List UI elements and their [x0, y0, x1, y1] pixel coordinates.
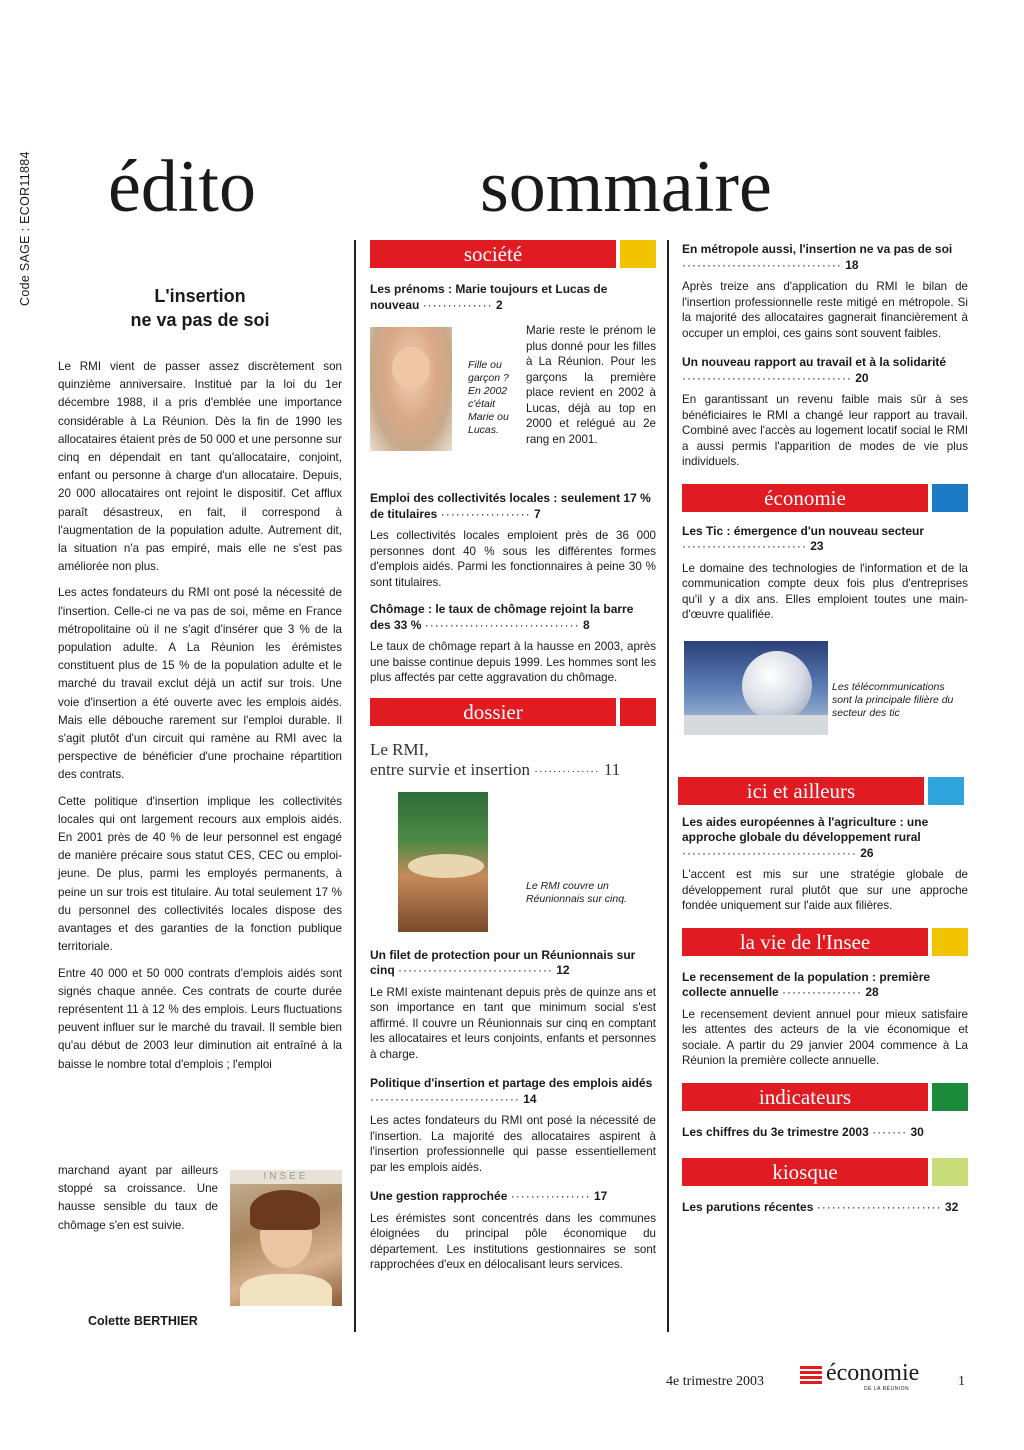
edito-column — [58, 284, 342, 1082]
article-recensement — [682, 970, 968, 1069]
banner-ici-label: ici et ailleurs — [678, 777, 924, 805]
article-metropole-text: Après treize ans d'application du RMI le bilan de l'insertion professionnelle reste mitigé en métropole. Si la majorité des allocataires gagnerait financièrement à occuper un emploi, ces gains sont souvent faibles. — [682, 280, 968, 340]
code-label: Code SAGE : ECOR11884 — [18, 151, 32, 306]
article-rapport-travail — [682, 355, 968, 470]
article-metropole — [682, 242, 968, 341]
banner-economie-label: économie — [682, 484, 928, 512]
edito-paragraph-2: Les actes fondateurs du RMI ont posé la nécessité de l'insertion. Celle-ci ne va pas de soi, même en France métropolitaine où il ne s'agit d'insérer que 3 % de la population adulte. A La Réunion les érémistes constituent plus de 15 % de la population adulte et le marché du travail exclut déjà un actif sur trois. Une voie d'insertion a été ouverte avec les emplois aidés. Mais elle débouche rarement sur l'emploi durable. Il s'agit plutôt d'un circuit qui ramène au RMI avec la perspective de bénéficier d'une prochaine répartition des contrats. — [58, 586, 342, 782]
footer-brand-logo — [800, 1362, 942, 1392]
article-recensement-text: Le recensement devient annuel pour mieux satisfaire les attentes des acteurs de la vie économique et sociale. A partir du 29 janvier 2004 commence à La Réunion la première collecte annuelle. — [682, 1007, 968, 1067]
article-parutions-title: Les parutions récentes ························· 32 — [682, 1200, 959, 1214]
author-photo — [230, 1170, 342, 1306]
edito-title-line2: ne va pas de soi — [130, 310, 270, 330]
article-chiffres-title: Les chiffres du 3e trimestre 2003 ······· 30 — [682, 1124, 924, 1139]
banner-vie-insee — [682, 928, 968, 956]
dossier-image-block — [370, 792, 656, 942]
banner-societe — [370, 240, 656, 268]
hat-shape — [408, 854, 484, 878]
edito-paragraph-1: Le RMI vient de passer assez discrètement son quinzième anniversaire. Institué par la loi du 1er décembre 1988, il a pris d'emblée une importance considérable à La Réunion. Dès la fin de 1990 les allocataires étaient près de 50 000 et une personne sur cinq en dépendait en tant qu'allocataire, conjoint, enfant ou personne à charge d'un allocataire. Depuis, 20 000 allocataires ont rejoint le dispositif. Cet afflux paraît désastreux, en fait, il correspond à l'augmentation de la population adulte. Autrement dit, la situation n'a pas empiré, mais elle ne s'est pas améliorée non plus. — [58, 360, 342, 574]
article-parutions — [682, 1200, 968, 1216]
article-chomage-text: Le taux de chômage repart à la hausse en 2003, après une baisse continue depuis 1999. Les hommes sont les plus affectés par cette aggravation du chômage. — [370, 640, 656, 684]
page-number: 1 — [958, 1374, 965, 1389]
banner-societe-label: société — [370, 240, 616, 268]
article-filet-text: Le RMI existe maintenant depuis près de quinze ans et son importance en tant que minimum social s'est affirmé. Il couvre un Réunionnais sur cinq en comptant les allocataires et leurs conjoints, enfants et personnes à charge. — [370, 985, 656, 1061]
edito-paragraph-3: Cette politique d'insertion implique les collectivités locales qui ont largement recours aux emplois aidés. En 2001 près de 40 % de leur personnel est engagé de manière précaire sous statut CES, CEC ou emploi-jeune. De plus, parmi les employés permanents, à peine un sur trois est titulaire. Au total seulement 17 % du personnel des collectivités locales dispose des avantages et des garanties de la fonction publique territoriale. — [58, 794, 342, 954]
article-gestion — [370, 1189, 656, 1273]
tic-image-block — [682, 641, 968, 751]
banner-economie — [682, 484, 968, 512]
article-tic — [682, 524, 968, 623]
article-rapport-text: En garantissant un revenu faible mais sûr à ses bénéficiaires le RMI a changé leur rapport au travail. Combiné avec l'accès au logement locatif social le RMI a aussi permis l'apparition de modes de vie plus individuels. — [682, 393, 968, 468]
banner-kiosque-label: kiosque — [682, 1158, 928, 1186]
banner-economie-swatch — [932, 484, 968, 512]
banner-societe-swatch — [620, 240, 656, 268]
banner-kiosque-swatch — [932, 1158, 968, 1186]
article-prenoms-text: Marie reste le prénom le plus donné pour les filles à La Réunion. Pour les garçons la première place revient en 2002 à Lucas, déjà au top en 2000 et relégué au 2e rang en 2001. — [526, 324, 656, 446]
edito-paragraph-4: Entre 40 000 et 50 000 contrats d'emplois aidés sont signés chaque année. Ces contrats de courte durée représentent 11 à 12 % des emplois. Leurs fluctuations peuvent influer sur le marché du travail. Il semble bien qu'au début de 2003 leur diminution ait entraîné à la baisse le nombre total d'emplois ; l'emploi — [58, 966, 342, 1071]
signature: Colette BERTHIER — [88, 1314, 198, 1328]
banner-indicateurs-label: indicateurs — [682, 1083, 928, 1111]
banner-vie-label: la vie de l'Insee — [682, 928, 928, 956]
footer-brand: économie — [826, 1360, 920, 1386]
article-politique — [370, 1076, 656, 1175]
article-prenoms — [370, 282, 656, 313]
banner-indicateurs-swatch — [932, 1083, 968, 1111]
article-recensement-title: Le recensement de la population : première collecte annuelle ················ 28 — [682, 969, 931, 999]
telecom-caption: Les télécommunications sont la principale filière du secteur des tic — [832, 680, 954, 719]
article-prenoms-title: Les prénoms : Marie toujours et Lucas de nouveau ·············· 2 — [370, 282, 608, 312]
edito-title-line1: L'insertion — [154, 286, 246, 306]
article-aides-text: L'accent est mis sur une stratégie globale de développement rural plutôt que sur une approche fondée uniquement sur l'aide aux filières. — [682, 868, 968, 912]
author-shirt — [240, 1274, 332, 1306]
building-shape — [684, 715, 828, 735]
article-filet-title: Un filet de protection pour un Réunionnais sur cinq ······························· 12 — [370, 947, 636, 977]
article-gestion-title: Une gestion rapprochée ················ 17 — [370, 1189, 608, 1203]
article-politique-text: Les actes fondateurs du RMI ont posé la nécessité de l'insertion. La majorité des allocataires aspirent à l'insertion professionnelle qui passe essentiellement par les emplois aidés. — [370, 1114, 656, 1174]
banner-dossier-label: dossier — [370, 698, 616, 726]
baby-caption: Fille ou garçon ? En 2002 c'était Marie ou Lucas. — [468, 359, 509, 436]
baby-photo — [370, 327, 452, 451]
article-tic-text: Le domaine des technologies de l'information et de la communication compte deux fois plus d'entreprises qu'il y a dix ans. Elles emploient toutes une main-d'œuvre qualifiée. — [682, 561, 968, 621]
dossier-title-line2: entre survie et insertion ·············· 11 — [370, 759, 621, 779]
article-aides-title: Les aides européennes à l'agriculture : une approche globale du développement rural ··································· 26 — [682, 814, 929, 860]
footer-period: 4e trimestre 2003 — [666, 1374, 764, 1389]
article-metropole-title: En métropole aussi, l'insertion ne va pas de soi ································ 18 — [682, 242, 953, 272]
banner-dossier-swatch — [620, 698, 656, 726]
edito-paragraph-5: marchand ayant par ailleurs stoppé sa croissance. Une hausse sensible du taux de chômage s'en est suivie. — [58, 1164, 218, 1232]
telecom-photo — [684, 641, 828, 735]
article-emploi-title: Emploi des collectivités locales : seulement 17 % de titulaires ·················· 7 — [370, 491, 651, 521]
edito-heading: édito — [108, 146, 256, 228]
brand-stripes-icon — [800, 1366, 822, 1386]
sommaire-heading: sommaire — [480, 146, 772, 228]
article-rapport-title: Un nouveau rapport au travail et à la solidarité ·································· 20 — [682, 355, 947, 385]
article-tic-title: Les Tic : émergence d'un nouveau secteur ························· 23 — [682, 523, 925, 553]
column-divider-right — [667, 240, 669, 1332]
baby-face — [392, 347, 430, 389]
author-hair — [250, 1190, 320, 1230]
insee-sign: INSEE — [230, 1170, 342, 1184]
dossier-photo — [398, 792, 488, 932]
article-emploi-collectivites — [370, 491, 656, 590]
article-prenoms-body — [370, 323, 656, 487]
article-filet — [370, 948, 656, 1063]
article-chiffres — [682, 1125, 968, 1141]
sommaire-column-1 — [370, 240, 656, 1273]
banner-kiosque — [682, 1158, 968, 1186]
banner-ici-swatch — [928, 777, 964, 805]
article-politique-title: Politique d'insertion et partage des emplois aidés ······························ 14 — [370, 1076, 653, 1106]
article-chomage — [370, 602, 656, 686]
article-aides-europeennes — [682, 815, 968, 914]
banner-ici-ailleurs — [678, 777, 964, 805]
dossier-caption: Le RMI couvre un Réunionnais sur cinq. — [526, 879, 627, 905]
dossier-title-line1: Le RMI, — [370, 739, 429, 759]
dossier-title — [370, 740, 656, 782]
article-chomage-title: Chômage : le taux de chômage rejoint la barre des 33 % ······························· 8 — [370, 602, 634, 632]
radome-shape — [742, 651, 812, 721]
column-divider-left — [354, 240, 356, 1332]
sommaire-column-2 — [682, 242, 968, 1216]
banner-vie-swatch — [932, 928, 968, 956]
banner-dossier — [370, 698, 656, 726]
footer-brand-sub: DE LA RÉUNION — [864, 1386, 910, 1392]
article-emploi-text: Les collectivités locales emploient près de 36 000 personnes dont 40 % sous les différentes formes d'emplois aidés. Parmi les fonctionnaires à peine 30 % sont titulaires. — [370, 529, 656, 589]
banner-indicateurs — [682, 1083, 968, 1111]
article-gestion-text: Les érémistes sont concentrés dans les communes éloignées du principal pôle économique du département. Les institutions gestionnaires se sont rapprochées d'eux en délocalisant leurs services. — [370, 1211, 656, 1271]
